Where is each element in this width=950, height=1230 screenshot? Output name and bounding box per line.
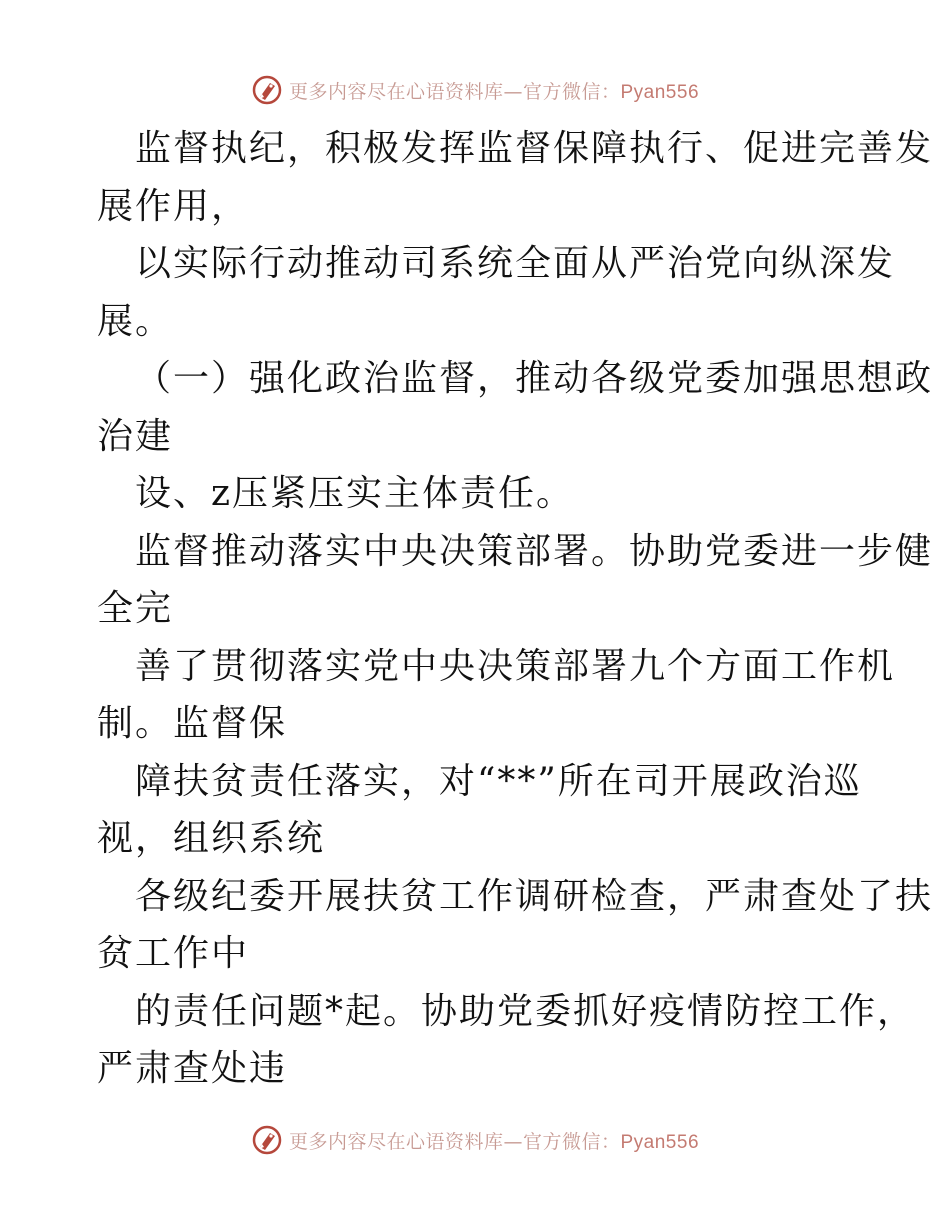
watermark-title: 更多内容尽在心语资料库 [288, 80, 504, 103]
watermark-text [289, 1127, 699, 1154]
watermark-wechat-label: 官方微信： [522, 80, 621, 103]
watermark-separator: — [503, 1130, 523, 1153]
text-line: 贫工作中 [97, 933, 250, 974]
text-line: 以实际行动推动司系统全面从严治党向纵深发 [135, 243, 896, 284]
text-line: 各级纪委开展扶贫工作调研检查，严肃查处了扶 [135, 875, 934, 917]
pen-nib-circle-icon [251, 1124, 283, 1156]
text-line: 监督推动落实中央决策部署。协助党委进一步健 [135, 530, 934, 572]
text-line: 视，组织系统 [97, 818, 326, 859]
text-line: 的责任问题*起。协助党委抓好疫情防控工作， [135, 990, 916, 1032]
text-line: 治建 [97, 415, 174, 457]
watermark-separator: — [503, 80, 523, 103]
watermark-title: 更多内容尽在心语资料库 [288, 1130, 504, 1153]
text-line: 善了贯彻落实党中央决策部署九个方面工作机 [135, 645, 896, 687]
text-line: 障扶贫责任落实，对“**”所在司开展政治巡 [135, 760, 862, 802]
text-line: 制。监督保 [97, 703, 288, 744]
text-line: （一）强化政治监督，推动各级党委加强思想政 [135, 358, 934, 399]
text-line: 严肃查处违 [97, 1048, 288, 1089]
pen-nib-circle-icon [251, 74, 283, 106]
watermark-text [289, 77, 699, 104]
watermark-wechat-id: Pyan556 [620, 81, 700, 103]
footer-watermark [0, 1120, 950, 1160]
document-body [97, 120, 934, 1098]
text-line: 全完 [97, 588, 174, 629]
text-line: 监督执纪，积极发挥监督保障执行、促进完善发 [135, 128, 934, 169]
text-line: 展作用， [97, 185, 250, 227]
header-watermark [0, 70, 950, 110]
watermark-wechat-label: 官方微信： [522, 1130, 621, 1153]
watermark-wechat-id: Pyan556 [620, 1131, 700, 1153]
text-line: 设、z压紧压实主体责任。 [135, 473, 574, 514]
text-line: 展。 [97, 300, 174, 342]
